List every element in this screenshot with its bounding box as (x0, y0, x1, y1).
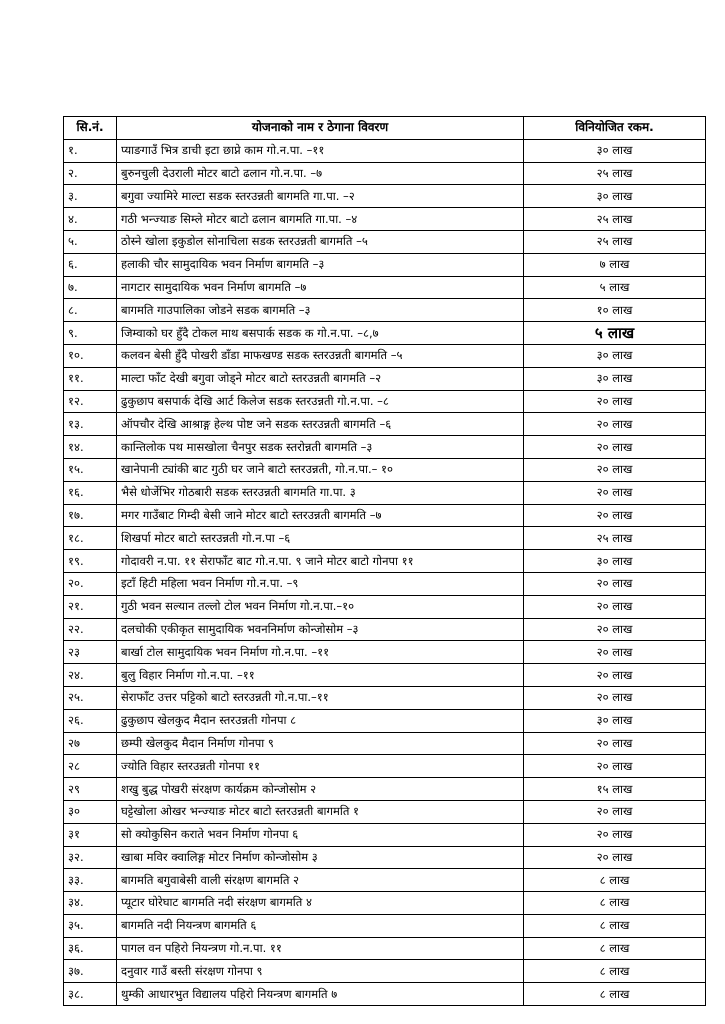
project-description-cell: इटाँ हिटी महिला भवन निर्माण गो.न.पा. –९ (117, 572, 524, 595)
allocated-amount-cell: २० लाख (524, 390, 706, 413)
header-serial-number: सि.नं. (64, 117, 117, 140)
project-description-cell: बागमति गाउपालिका जोडने सडक बागमति –३ (117, 299, 524, 322)
allocated-amount-cell: ३० लाख (524, 185, 706, 208)
project-description-cell: थुम्की आधारभुत विद्यालय पहिरो नियन्त्रण बागमति ७ (117, 983, 524, 1006)
serial-number-cell: २७ (64, 732, 117, 755)
allocated-amount-cell: २० लाख (524, 800, 706, 823)
table-row (64, 641, 706, 664)
serial-number-cell: १०. (64, 344, 117, 367)
table-row (64, 527, 706, 550)
table-row (64, 504, 706, 527)
project-description-cell: ऑपचौर देखि आश्राङ्ग हेल्थ पोष्ट जने सडक स्तरउन्नती बागमति –६ (117, 413, 524, 436)
allocated-amount-cell: ७ लाख (524, 253, 706, 276)
allocated-amount-cell: २० लाख (524, 572, 706, 595)
allocated-amount-cell: २० लाख (524, 732, 706, 755)
allocated-amount-cell: ३० लाख (524, 550, 706, 573)
table-row (64, 572, 706, 595)
table-row (64, 458, 706, 481)
allocated-amount-cell: ३० लाख (524, 709, 706, 732)
table-row (64, 732, 706, 755)
serial-number-cell: १८. (64, 527, 117, 550)
serial-number-cell: १४. (64, 436, 117, 459)
project-description-cell: कान्तिलोक पथ मासखोला चैनपुर सडक स्तरोन्नती बागमति –३ (117, 436, 524, 459)
project-description-cell: ठोस्ने खोला इकुडोल सोनाचिला सडक स्तरउन्नती बागमति –५ (117, 230, 524, 253)
serial-number-cell: ३४. (64, 892, 117, 915)
serial-number-cell: २२. (64, 618, 117, 641)
table-row (64, 390, 706, 413)
allocated-amount-cell: २० लाख (524, 504, 706, 527)
serial-number-cell: २३ (64, 641, 117, 664)
table-row (64, 846, 706, 869)
serial-number-cell: ५. (64, 230, 117, 253)
allocated-amount-cell: २० लाख (524, 413, 706, 436)
project-description-cell: सो क्योकुसिन कराते भवन निर्माण गोनपा ६ (117, 823, 524, 846)
allocated-amount-cell: ५ लाख (524, 276, 706, 299)
allocated-amount-cell: २० लाख (524, 458, 706, 481)
allocated-amount-cell: ८ लाख (524, 983, 706, 1006)
project-description-cell: कलवन बेसी हुँदै पोखरी डाँडा माफखण्ड सडक स्तरउन्नती बागमति –५ (117, 344, 524, 367)
project-description-cell: बगुवा ज्यामिरे माल्टा सडक स्तरउन्नती बागमति गा.पा. –२ (117, 185, 524, 208)
project-description-cell: ढुकुछाप बसपार्क देखि आर्ट किलेज सडक स्तरउन्नती गो.न.पा. –८ (117, 390, 524, 413)
allocated-amount-cell: २० लाख (524, 846, 706, 869)
serial-number-cell: १. (64, 139, 117, 162)
allocated-amount-cell: २० लाख (524, 686, 706, 709)
table-row (64, 299, 706, 322)
allocated-amount-cell: ८ लाख (524, 869, 706, 892)
allocated-amount-cell: ८ लाख (524, 892, 706, 915)
allocated-amount-cell: २० लाख (524, 641, 706, 664)
serial-number-cell: १३. (64, 413, 117, 436)
project-description-cell: शिखर्पा मोटर बाटो स्तरउन्नती गो.न.पा –६ (117, 527, 524, 550)
serial-number-cell: २९ (64, 778, 117, 801)
table-row (64, 436, 706, 459)
serial-number-cell: ११. (64, 367, 117, 390)
project-description-cell: जिम्वाको घर हुँदै टोकल माथ बसपार्क सडक क गो.न.पा. –८,७ (117, 322, 524, 345)
table-row (64, 230, 706, 253)
serial-number-cell: २१. (64, 595, 117, 618)
serial-number-cell: ६. (64, 253, 117, 276)
allocated-amount-cell: २५ लाख (524, 162, 706, 185)
project-description-cell: ढुकुछाप खेलकुद मैदान स्तरउन्नती गोनपा ८ (117, 709, 524, 732)
project-description-cell: नागटार सामुदायिक भवन निर्माण बागमति –७ (117, 276, 524, 299)
project-description-cell: बागमति बगुवाबेसी वाली संरक्षण बागमति २ (117, 869, 524, 892)
project-description-cell: गठी भन्ज्याङ सिम्ले मोटर बाटो ढलान बागमति गा.पा. –४ (117, 208, 524, 231)
table-row (64, 344, 706, 367)
project-description-cell: गोदावरी न.पा. ११ सेराफाँट बाट गो.न.पा. ९ जाने मोटर बाटो गोनपा ११ (117, 550, 524, 573)
allocated-amount-cell: २५ लाख (524, 230, 706, 253)
table-row (64, 800, 706, 823)
table-row (64, 664, 706, 687)
serial-number-cell: ४. (64, 208, 117, 231)
project-description-cell: घट्टेखोला ओखर भन्ज्याङ मोटर बाटो स्तरउन्नती बागमति १ (117, 800, 524, 823)
project-description-cell: बुरुनचुली देउराली मोटर बाटो ढलान गो.न.पा. –७ (117, 162, 524, 185)
serial-number-cell: ३७. (64, 960, 117, 983)
table-row (64, 253, 706, 276)
table-row (64, 139, 706, 162)
allocated-amount-cell: १५ लाख (524, 778, 706, 801)
allocated-amount-cell: २० लाख (524, 755, 706, 778)
allocated-amount-cell: ८ लाख (524, 960, 706, 983)
project-description-cell: पागल वन पहिरो नियन्त्रण गो.न.पा. ११ (117, 937, 524, 960)
allocated-amount-cell: ३० लाख (524, 139, 706, 162)
table-row (64, 937, 706, 960)
table-row (64, 914, 706, 937)
allocated-amount-cell: ३० लाख (524, 344, 706, 367)
serial-number-cell: १९. (64, 550, 117, 573)
project-description-cell: खानेपानी ट्यांकी बाट गुठी घर जाने बाटो स्तरउन्नती, गो.न.पा.– १० (117, 458, 524, 481)
project-description-cell: बागमति नदी नियन्त्रण बागमति ६ (117, 914, 524, 937)
table-row (64, 983, 706, 1006)
serial-number-cell: २०. (64, 572, 117, 595)
project-description-cell: प्यूटार घोरेघाट बागमति नदी संरक्षण बागमति ४ (117, 892, 524, 915)
table-row (64, 709, 706, 732)
allocated-amount-cell: ८ लाख (524, 937, 706, 960)
allocated-amount-cell: २० लाख (524, 664, 706, 687)
table-row (64, 618, 706, 641)
allocated-amount-cell: २५ लाख (524, 208, 706, 231)
serial-number-cell: ७. (64, 276, 117, 299)
budget-allocation-table (63, 116, 706, 1006)
project-description-cell: खाबा मविर क्वालिङ्ग मोटर निर्माण कोन्जोसोम ३ (117, 846, 524, 869)
header-project-description: योजनाको नाम र ठेगाना विवरण (117, 117, 524, 140)
serial-number-cell: ३६. (64, 937, 117, 960)
allocated-amount-cell: ३० लाख (524, 367, 706, 390)
table-row (64, 185, 706, 208)
project-description-cell: गुठी भवन सल्यान तल्लो टोल भवन निर्माण गो.न.पा.–१० (117, 595, 524, 618)
project-description-cell: छम्पी खेलकुद मैदान निर्माण गोनपा ९ (117, 732, 524, 755)
table-row (64, 869, 706, 892)
table-row (64, 595, 706, 618)
serial-number-cell: ३१ (64, 823, 117, 846)
table-row (64, 481, 706, 504)
header-allocated-amount: विनियोजित रकम. (524, 117, 706, 140)
serial-number-cell: २५. (64, 686, 117, 709)
table-row (64, 322, 706, 345)
project-description-cell: ज्योति विहार स्तरउन्नती गोनपा ११ (117, 755, 524, 778)
allocated-amount-cell: २५ लाख (524, 527, 706, 550)
allocated-amount-cell: २० लाख (524, 595, 706, 618)
table-row (64, 550, 706, 573)
allocated-amount-cell: ८ लाख (524, 914, 706, 937)
serial-number-cell: ३२. (64, 846, 117, 869)
serial-number-cell: ८. (64, 299, 117, 322)
allocated-amount-cell: ५ लाख (524, 322, 706, 345)
serial-number-cell: ९. (64, 322, 117, 345)
project-description-cell: माल्टा फाँट देखी बगुवा जोड्ने मोटर बाटो स्तरउन्नती बागमति –२ (117, 367, 524, 390)
project-description-cell: हलाकी चौर सामुदायिक भवन निर्माण बागमति –३ (117, 253, 524, 276)
serial-number-cell: १२. (64, 390, 117, 413)
project-description-cell: दलचोकी एकीकृत सामुदायिक भवननिर्माण कोन्जोसोम –३ (117, 618, 524, 641)
project-description-cell: भैसे धोर्जेभिर गोठबारी सडक स्तरउन्नती बागमति गा.पा. ३ (117, 481, 524, 504)
serial-number-cell: २६. (64, 709, 117, 732)
serial-number-cell: ३५. (64, 914, 117, 937)
table-row (64, 413, 706, 436)
table-row (64, 162, 706, 185)
table-body (64, 139, 706, 1005)
serial-number-cell: १६. (64, 481, 117, 504)
serial-number-cell: २४. (64, 664, 117, 687)
serial-number-cell: १५. (64, 458, 117, 481)
allocated-amount-cell: १० लाख (524, 299, 706, 322)
table-row (64, 686, 706, 709)
project-description-cell: बार्खा टोल सामुदायिक भवन निर्माण गो.न.पा. –११ (117, 641, 524, 664)
serial-number-cell: ३. (64, 185, 117, 208)
allocated-amount-cell: २० लाख (524, 481, 706, 504)
serial-number-cell: १७. (64, 504, 117, 527)
serial-number-cell: २८ (64, 755, 117, 778)
allocated-amount-cell: २० लाख (524, 618, 706, 641)
allocated-amount-cell: २० लाख (524, 823, 706, 846)
table-header-row (64, 117, 706, 140)
serial-number-cell: ३३. (64, 869, 117, 892)
table-row (64, 755, 706, 778)
serial-number-cell: ३० (64, 800, 117, 823)
project-description-cell: सेराफाँट उत्तर पट्टिको बाटो स्तरउन्नती गो.न.पा.–११ (117, 686, 524, 709)
serial-number-cell: २. (64, 162, 117, 185)
project-description-cell: बुलु विहार निर्माण गो.न.पा. –११ (117, 664, 524, 687)
project-description-cell: प्याङगाउँ भित्र डाची इटा छाप्ने काम गो.न.पा. –११ (117, 139, 524, 162)
project-description-cell: शखु बुद्ध पोखरी संरक्षण कार्यक्रम कोन्जोसोम २ (117, 778, 524, 801)
table-row (64, 276, 706, 299)
table-row (64, 367, 706, 390)
table-row (64, 778, 706, 801)
allocated-amount-cell: २० लाख (524, 436, 706, 459)
table-row (64, 892, 706, 915)
table-row (64, 960, 706, 983)
table-row (64, 208, 706, 231)
serial-number-cell: ३८. (64, 983, 117, 1006)
project-description-cell: मगर गाउँबाट गिम्दी बेसी जाने मोटर बाटो स्तरउन्नती बागमति –७ (117, 504, 524, 527)
table-row (64, 823, 706, 846)
project-description-cell: दनुवार गाउँ बस्ती संरक्षण गोनपा ९ (117, 960, 524, 983)
